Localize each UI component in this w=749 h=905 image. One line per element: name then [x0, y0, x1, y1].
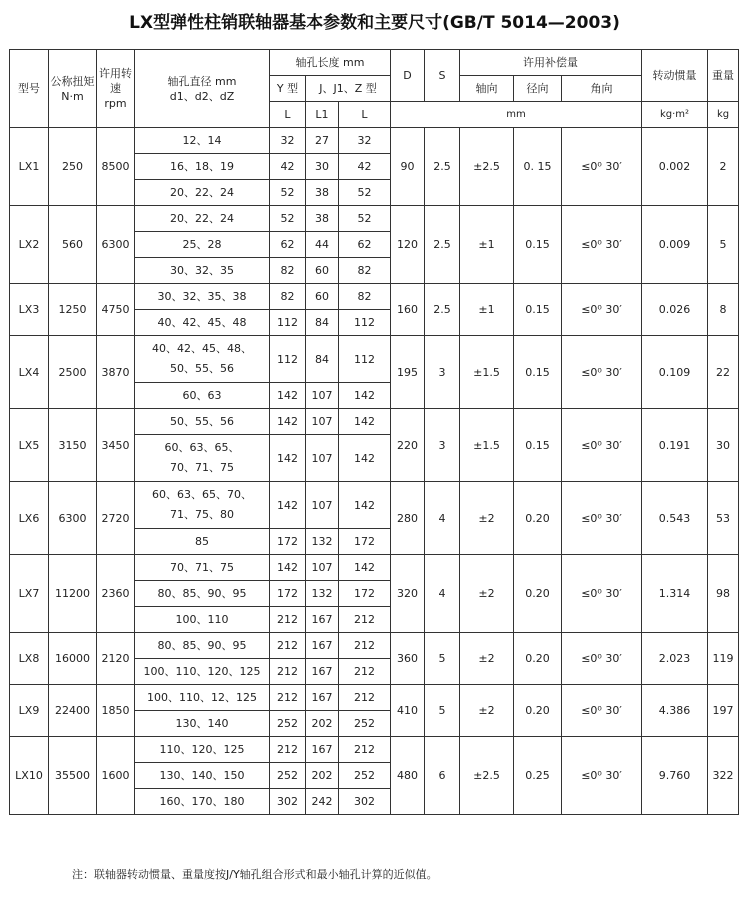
length-j-cell: 27 — [306, 128, 339, 154]
length-j-cell: 167 — [306, 633, 339, 659]
inertia-cell: 0.009 — [642, 206, 708, 284]
torque-cell: 22400 — [49, 685, 97, 737]
length-z-cell: 212 — [339, 659, 391, 685]
angular-cell: ≤0⁰ 30′ — [562, 482, 642, 555]
bore-diameter-cell: 20、22、24 — [135, 206, 270, 232]
inertia-cell: 9.760 — [642, 737, 708, 815]
radial-cell: 0.15 — [514, 284, 562, 336]
torque-cell: 16000 — [49, 633, 97, 685]
bore-diameter-cell: 130、140、150 — [135, 763, 270, 789]
length-z-cell: 62 — [339, 232, 391, 258]
D-cell: 360 — [391, 633, 425, 685]
model-cell: LX5 — [10, 409, 49, 482]
length-j-cell: 167 — [306, 737, 339, 763]
bore-diameter-cell — [135, 482, 270, 529]
table-row — [10, 737, 739, 763]
model-cell: LX7 — [10, 555, 49, 633]
parameter-table — [9, 49, 739, 815]
length-y-cell: 82 — [270, 258, 306, 284]
bore-diameter-cell: 12、14 — [135, 128, 270, 154]
length-y-cell: 112 — [270, 310, 306, 336]
weight-cell: 119 — [708, 633, 739, 685]
model-cell: LX9 — [10, 685, 49, 737]
length-z-cell: 52 — [339, 206, 391, 232]
length-y-cell: 82 — [270, 284, 306, 310]
length-j-cell: 107 — [306, 409, 339, 435]
angular-cell: ≤0⁰ 30′ — [562, 633, 642, 685]
bore-diameter-cell: 50、55、56 — [135, 409, 270, 435]
length-z-cell: 212 — [339, 607, 391, 633]
D-cell: 160 — [391, 284, 425, 336]
length-y-cell: 212 — [270, 737, 306, 763]
inertia-cell: 4.386 — [642, 685, 708, 737]
bore-diameter-line: 40、42、45、48、 — [152, 342, 252, 355]
inertia-cell: 2.023 — [642, 633, 708, 685]
bore-diameter-cell: 70、71、75 — [135, 555, 270, 581]
length-y-cell: 142 — [270, 383, 306, 409]
torque-cell: 3150 — [49, 409, 97, 482]
length-j-cell: 167 — [306, 659, 339, 685]
radial-cell: 0.20 — [514, 633, 562, 685]
bore-diameter-cell: 25、28 — [135, 232, 270, 258]
header-axial: 轴向 — [460, 76, 514, 102]
angular-cell: ≤0⁰ 30′ — [562, 336, 642, 409]
header-inertia-unit: kg·m² — [642, 102, 708, 128]
axial-cell: ±1.5 — [460, 409, 514, 482]
bore-diameter-cell: 85 — [135, 529, 270, 555]
speed-cell: 2120 — [97, 633, 135, 685]
speed-cell: 6300 — [97, 206, 135, 284]
header-torque: 公称扭矩 N·m — [49, 50, 97, 128]
length-z-cell: 212 — [339, 685, 391, 711]
weight-cell: 30 — [708, 409, 739, 482]
radial-cell: 0. 15 — [514, 128, 562, 206]
bore-diameter-cell: 160、170、180 — [135, 789, 270, 815]
bore-diameter-cell: 30、32、35、38 — [135, 284, 270, 310]
speed-cell: 4750 — [97, 284, 135, 336]
length-j-cell: 44 — [306, 232, 339, 258]
S-cell: 2.5 — [425, 128, 460, 206]
length-z-cell: 112 — [339, 336, 391, 383]
radial-cell: 0.20 — [514, 685, 562, 737]
radial-cell: 0.25 — [514, 737, 562, 815]
bore-diameter-line: 71、75、80 — [170, 508, 234, 521]
D-cell: 480 — [391, 737, 425, 815]
bore-diameter-cell — [135, 336, 270, 383]
table-row — [10, 409, 739, 435]
table-row — [10, 482, 739, 529]
header-jz-type: J、J1、Z 型 — [306, 76, 391, 102]
length-y-cell: 112 — [270, 336, 306, 383]
angular-cell: ≤0⁰ 30′ — [562, 555, 642, 633]
angular-cell: ≤0⁰ 30′ — [562, 685, 642, 737]
length-y-cell: 252 — [270, 763, 306, 789]
length-z-cell: 212 — [339, 633, 391, 659]
length-y-cell: 212 — [270, 685, 306, 711]
length-y-cell: 32 — [270, 128, 306, 154]
header-comp-unit: mm — [391, 102, 642, 128]
torque-cell: 35500 — [49, 737, 97, 815]
length-j-cell: 132 — [306, 529, 339, 555]
model-cell: LX1 — [10, 128, 49, 206]
footnote: 注：联轴器转动惯量、重量度按J/Y轴孔组合形式和最小轴孔计算的近似值。 — [72, 868, 438, 881]
bore-diameter-cell: 130、140 — [135, 711, 270, 737]
speed-cell: 1600 — [97, 737, 135, 815]
inertia-cell: 1.314 — [642, 555, 708, 633]
weight-cell: 8 — [708, 284, 739, 336]
length-j-cell: 38 — [306, 206, 339, 232]
speed-cell: 2720 — [97, 482, 135, 555]
inertia-cell: 0.109 — [642, 336, 708, 409]
header-bore-diameter: 轴孔直径 mm d1、d2、dZ — [135, 50, 270, 128]
angular-cell: ≤0⁰ 30′ — [562, 409, 642, 482]
length-z-cell: 302 — [339, 789, 391, 815]
header-speed: 许用转速 rpm — [97, 50, 135, 128]
table-row — [10, 633, 739, 659]
header-L1: L1 — [306, 102, 339, 128]
axial-cell: ±2 — [460, 685, 514, 737]
weight-cell: 98 — [708, 555, 739, 633]
length-z-cell: 82 — [339, 258, 391, 284]
header-bore-length: 轴孔长度 mm — [270, 50, 391, 76]
length-y-cell: 142 — [270, 409, 306, 435]
header-radial: 径向 — [514, 76, 562, 102]
header-model: 型号 — [10, 50, 49, 128]
bore-diameter-cell: 30、32、35 — [135, 258, 270, 284]
model-cell: LX3 — [10, 284, 49, 336]
length-z-cell: 142 — [339, 409, 391, 435]
radial-cell: 0.15 — [514, 336, 562, 409]
length-z-cell: 82 — [339, 284, 391, 310]
length-y-cell: 52 — [270, 180, 306, 206]
length-z-cell: 32 — [339, 128, 391, 154]
speed-cell: 8500 — [97, 128, 135, 206]
length-y-cell: 212 — [270, 633, 306, 659]
table-row — [10, 555, 739, 581]
D-cell: 410 — [391, 685, 425, 737]
length-z-cell: 212 — [339, 737, 391, 763]
bore-diameter-cell: 110、120、125 — [135, 737, 270, 763]
speed-cell: 2360 — [97, 555, 135, 633]
torque-cell: 11200 — [49, 555, 97, 633]
length-j-cell: 107 — [306, 383, 339, 409]
bore-diameter-cell: 60、63 — [135, 383, 270, 409]
length-j-cell: 107 — [306, 555, 339, 581]
model-cell: LX10 — [10, 737, 49, 815]
page-title: LX型弹性柱销联轴器基本参数和主要尺寸(GB/T 5014—2003) — [129, 13, 620, 33]
length-j-cell: 38 — [306, 180, 339, 206]
S-cell: 5 — [425, 633, 460, 685]
angular-cell: ≤0⁰ 30′ — [562, 737, 642, 815]
table-row — [10, 685, 739, 711]
header-y-type: Y 型 — [270, 76, 306, 102]
S-cell: 3 — [425, 336, 460, 409]
weight-cell: 2 — [708, 128, 739, 206]
length-z-cell: 142 — [339, 482, 391, 529]
table-row — [10, 284, 739, 310]
radial-cell: 0.15 — [514, 409, 562, 482]
model-cell: LX2 — [10, 206, 49, 284]
bore-diameter-cell: 80、85、90、95 — [135, 633, 270, 659]
length-j-cell: 60 — [306, 284, 339, 310]
table-row — [10, 128, 739, 154]
angular-cell: ≤0⁰ 30′ — [562, 206, 642, 284]
header-S: S — [425, 50, 460, 102]
length-z-cell: 52 — [339, 180, 391, 206]
table-header — [10, 50, 739, 128]
inertia-cell: 0.543 — [642, 482, 708, 555]
length-j-cell: 84 — [306, 310, 339, 336]
inertia-cell: 0.191 — [642, 409, 708, 482]
length-j-cell: 30 — [306, 154, 339, 180]
angular-cell: ≤0⁰ 30′ — [562, 284, 642, 336]
length-j-cell: 167 — [306, 607, 339, 633]
length-y-cell: 52 — [270, 206, 306, 232]
bore-diameter-line: 50、55、56 — [170, 362, 234, 375]
D-cell: 195 — [391, 336, 425, 409]
table-row — [10, 206, 739, 232]
torque-cell: 6300 — [49, 482, 97, 555]
axial-cell: ±1 — [460, 284, 514, 336]
axial-cell: ±2 — [460, 633, 514, 685]
S-cell: 2.5 — [425, 206, 460, 284]
length-j-cell: 132 — [306, 581, 339, 607]
S-cell: 5 — [425, 685, 460, 737]
bore-diameter-cell: 100、110、12、125 — [135, 685, 270, 711]
length-y-cell: 172 — [270, 529, 306, 555]
model-cell: LX6 — [10, 482, 49, 555]
length-j-cell: 202 — [306, 763, 339, 789]
D-cell: 280 — [391, 482, 425, 555]
weight-cell: 322 — [708, 737, 739, 815]
speed-cell: 3450 — [97, 409, 135, 482]
model-cell: LX4 — [10, 336, 49, 409]
length-z-cell: 112 — [339, 310, 391, 336]
length-y-cell: 142 — [270, 555, 306, 581]
speed-cell: 3870 — [97, 336, 135, 409]
bore-diameter-cell: 40、42、45、48 — [135, 310, 270, 336]
bore-diameter-cell — [135, 435, 270, 482]
torque-cell: 560 — [49, 206, 97, 284]
axial-cell: ±2 — [460, 555, 514, 633]
S-cell: 3 — [425, 409, 460, 482]
D-cell: 90 — [391, 128, 425, 206]
weight-cell: 22 — [708, 336, 739, 409]
bore-diameter-cell: 20、22、24 — [135, 180, 270, 206]
bore-diameter-cell: 80、85、90、95 — [135, 581, 270, 607]
length-y-cell: 42 — [270, 154, 306, 180]
inertia-cell: 0.026 — [642, 284, 708, 336]
length-z-cell: 142 — [339, 383, 391, 409]
length-z-cell: 42 — [339, 154, 391, 180]
length-y-cell: 302 — [270, 789, 306, 815]
length-z-cell: 172 — [339, 529, 391, 555]
header-inertia: 转动惯量 — [642, 50, 708, 102]
header-weight-unit: kg — [708, 102, 739, 128]
radial-cell: 0.20 — [514, 555, 562, 633]
length-z-cell: 142 — [339, 555, 391, 581]
length-z-cell: 252 — [339, 711, 391, 737]
torque-cell: 1250 — [49, 284, 97, 336]
speed-cell: 1850 — [97, 685, 135, 737]
S-cell: 6 — [425, 737, 460, 815]
header-L: L — [270, 102, 306, 128]
axial-cell: ±2 — [460, 482, 514, 555]
bore-diameter-cell: 16、18、19 — [135, 154, 270, 180]
weight-cell: 53 — [708, 482, 739, 555]
header-weight: 重量 — [708, 50, 739, 102]
S-cell: 4 — [425, 482, 460, 555]
length-j-cell: 242 — [306, 789, 339, 815]
header-L-z: L — [339, 102, 391, 128]
S-cell: 2.5 — [425, 284, 460, 336]
weight-cell: 197 — [708, 685, 739, 737]
length-y-cell: 62 — [270, 232, 306, 258]
length-z-cell: 172 — [339, 581, 391, 607]
torque-cell: 2500 — [49, 336, 97, 409]
axial-cell: ±1 — [460, 206, 514, 284]
length-y-cell: 172 — [270, 581, 306, 607]
length-j-cell: 107 — [306, 482, 339, 529]
header-angular: 角向 — [562, 76, 642, 102]
S-cell: 4 — [425, 555, 460, 633]
axial-cell: ±1.5 — [460, 336, 514, 409]
radial-cell: 0.20 — [514, 482, 562, 555]
length-y-cell: 212 — [270, 607, 306, 633]
table-body — [10, 128, 739, 815]
length-y-cell: 142 — [270, 435, 306, 482]
bore-diameter-cell: 100、110 — [135, 607, 270, 633]
model-cell: LX8 — [10, 633, 49, 685]
length-j-cell: 60 — [306, 258, 339, 284]
table-row — [10, 336, 739, 383]
bore-diameter-cell: 100、110、120、125 — [135, 659, 270, 685]
length-j-cell: 107 — [306, 435, 339, 482]
header-D: D — [391, 50, 425, 102]
inertia-cell: 0.002 — [642, 128, 708, 206]
header-compensation: 许用补偿量 — [460, 50, 642, 76]
weight-cell: 5 — [708, 206, 739, 284]
length-j-cell: 167 — [306, 685, 339, 711]
torque-cell: 250 — [49, 128, 97, 206]
bore-diameter-line: 60、63、65、70、 — [152, 488, 252, 501]
D-cell: 320 — [391, 555, 425, 633]
radial-cell: 0.15 — [514, 206, 562, 284]
axial-cell: ±2.5 — [460, 737, 514, 815]
length-y-cell: 252 — [270, 711, 306, 737]
length-z-cell: 252 — [339, 763, 391, 789]
length-z-cell: 142 — [339, 435, 391, 482]
length-y-cell: 212 — [270, 659, 306, 685]
length-j-cell: 84 — [306, 336, 339, 383]
bore-diameter-line: 70、71、75 — [170, 461, 234, 474]
length-j-cell: 202 — [306, 711, 339, 737]
D-cell: 120 — [391, 206, 425, 284]
angular-cell: ≤0⁰ 30′ — [562, 128, 642, 206]
bore-diameter-line: 60、63、65、 — [164, 441, 240, 454]
D-cell: 220 — [391, 409, 425, 482]
axial-cell: ±2.5 — [460, 128, 514, 206]
length-y-cell: 142 — [270, 482, 306, 529]
